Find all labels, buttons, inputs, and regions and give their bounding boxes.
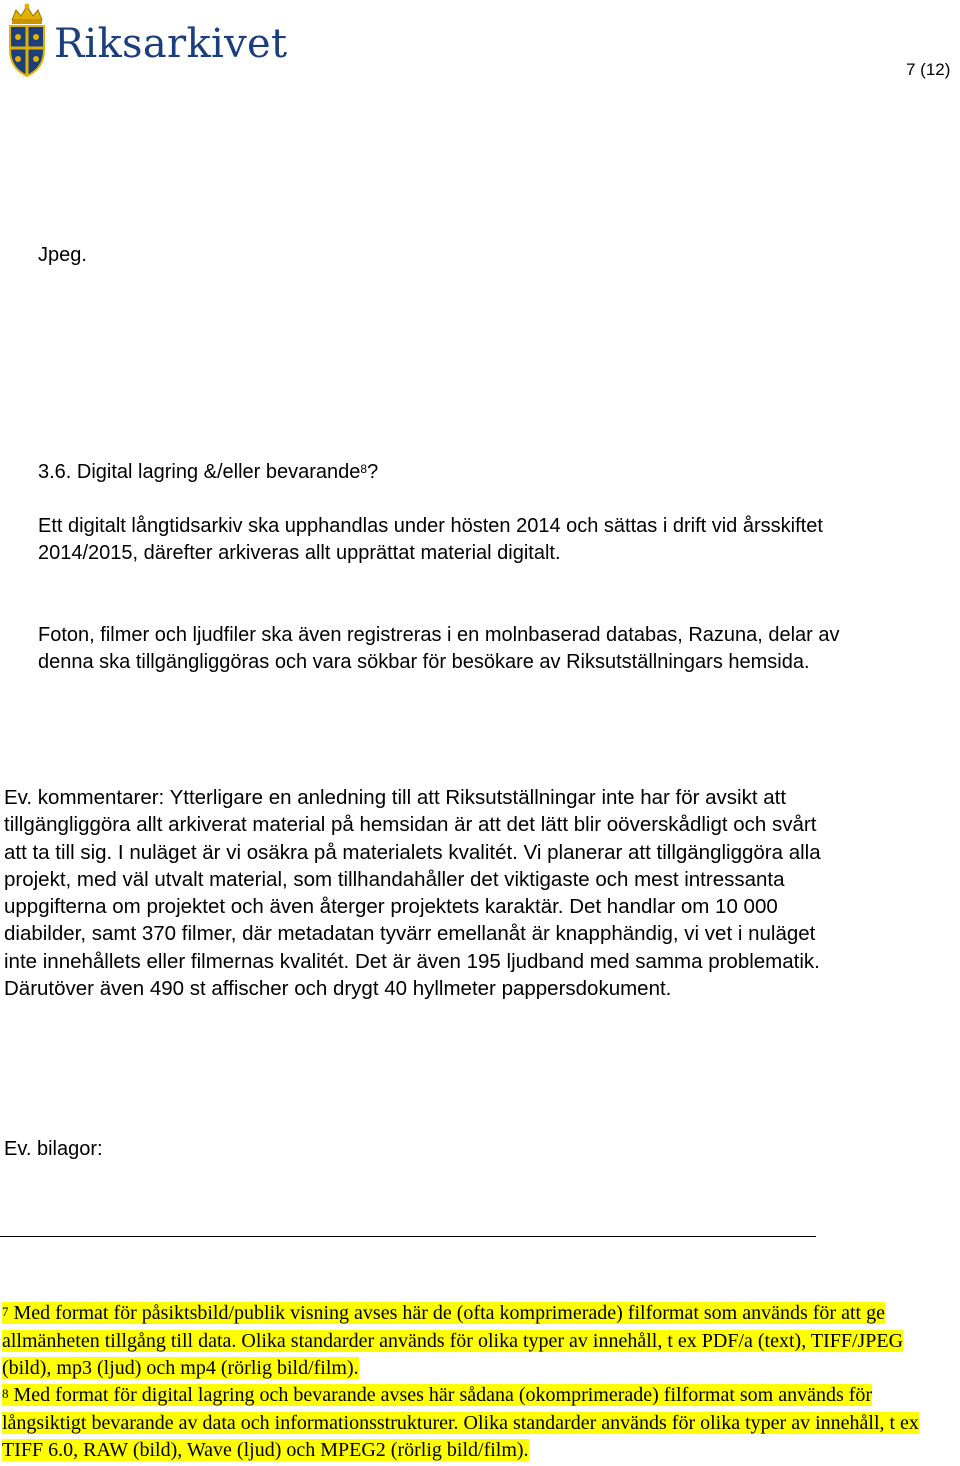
footnote-ref[interactable]: 8 (360, 462, 368, 476)
footnote-7 (2, 1300, 957, 1383)
section-heading-text: 3.6. Digital lagring &/eller bevarande (38, 461, 361, 483)
footnote-number: 8 (2, 1386, 9, 1401)
crest-icon (4, 2, 50, 78)
footnote-text: Med format för digital lagring och bevarande avses här sådana (okomprimerade) filformat som används för långsiktigt bevarande av data och informationsstrukturer. Olika standarder används för olika typer av innehåll, t ex TIFF 6.0, RAW (bild), Wave (ljud) och MPEG2 (rörlig bild/film). (2, 1384, 919, 1462)
footnote-number: 7 (2, 1304, 9, 1319)
section-heading-tail: ? (367, 461, 379, 483)
paragraph-1: Ett digitalt långtidsarkiv ska upphandlas under hösten 2014 och sättas i drift vid årsskiftet 2014/2015, därefter arkiveras allt upprättat material digitalt. (38, 515, 823, 564)
format-line: Jpeg. (38, 244, 87, 266)
page-number: 7 (12) (906, 60, 951, 79)
brand-name: Riksarkivet (54, 21, 288, 67)
footnote-divider (0, 1236, 816, 1237)
paragraph-2: Foton, filmer och ljudfiler ska även registreras i en molnbaserad databas, Razuna, delar av denna ska tillgängliggöras och vara sökbar för besökare av Riksutställningars hemsida. (38, 624, 840, 673)
footnote-text: Med format för påsiktsbild/publik visning avses här de (ofta komprimerade) filformat som används för att ge allmänheten tillgång till data. Olika standarder används för olika typer av innehåll, t ex PDF/a (text), TIFF/JPEG (bild), mp3 (ljud) och mp4 (rörlig bild/film). (2, 1302, 904, 1380)
section-heading (38, 459, 898, 486)
attachments-label: Ev. bilagor: (4, 1138, 103, 1160)
riksarkivet-logo (4, 2, 288, 80)
footnote-8 (2, 1382, 957, 1465)
comments-paragraph: Ev. kommentarer: Ytterligare en anledning till att Riksutställningar inte har för avsikt att tillgängliggöra allt arkiverat material på hemsidan är att det lätt blir oöverskådligt och svårt att ta till sig. I nuläget är vi osäkra på materialets kvalitét. Vi planerar att tillgängliggöra alla projekt, med väl utvalt material, som tillhandahåller det viktigaste och mest intressanta uppgifterna om projektet och även återger projektets karaktär. Det handlar om 10 000 diabilder, samt 370 filmer, där metadatan tyvärr emellanåt är knapphändig, vi vet i nuläget inte innehållets eller filmernas kvalitét. Det är även 195 ljudband med samma problematik. Därutöver även 490 st affischer och drygt 40 hyllmeter pappersdokument. (4, 786, 821, 1001)
